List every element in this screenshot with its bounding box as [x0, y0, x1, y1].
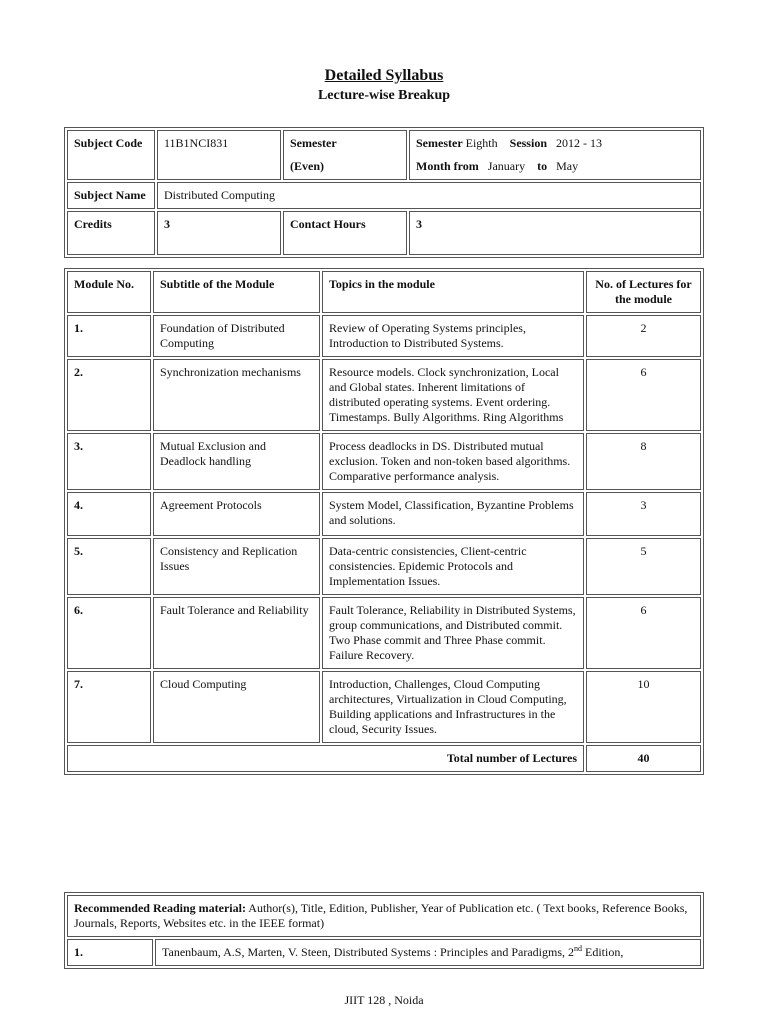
reading-table [64, 892, 704, 969]
table-row [67, 492, 701, 536]
table-row [67, 433, 701, 490]
page-subtitle: Lecture-wise Breakup [317, 88, 451, 103]
total-label: Total number of Lectures [67, 745, 584, 772]
subject-name-label: Subject Name [67, 182, 155, 209]
modules-table [64, 268, 704, 775]
module-topics: System Model, Classification, Byzantine Problems and solutions. [322, 492, 584, 536]
reading-item-tail: Edition, [582, 945, 624, 959]
subject-name-value: Distributed Computing [157, 182, 701, 209]
semester-value: Eighth [465, 136, 498, 150]
semester-cell [283, 130, 407, 180]
month-to-value: May [556, 159, 579, 173]
reading-item-no: 1. [67, 939, 153, 966]
session-value: 2012 - 13 [556, 136, 602, 150]
module-topics: Resource models. Clock synchronization, Local and Global states. Inherent limitations of distributed operating systems. Event ordering. Timestamps. Bully Algorithms. Ring Algorithms [322, 359, 584, 431]
reading-heading: Recommended Reading material: [74, 901, 246, 915]
module-lectures: 6 [586, 597, 701, 669]
module-topics: Introduction, Challenges, Cloud Computing architectures, Virtualization in Cloud Computing, Building applications and Infrastructures in the cloud, Security Issues. [322, 671, 584, 743]
module-lectures: 5 [586, 538, 701, 595]
month-from-label: Month from [416, 159, 479, 173]
to-label: to [537, 159, 548, 173]
module-lectures: 6 [586, 359, 701, 431]
module-topics: Fault Tolerance, Reliability in Distributed Systems, group communications, and Distributed commit. Two Phase commit and Three Phase commit. Failure Recovery. [322, 597, 584, 669]
module-subtitle: Fault Tolerance and Reliability [153, 597, 320, 669]
module-subtitle: Synchronization mechanisms [153, 359, 320, 431]
module-subtitle: Consistency and Replication Issues [153, 538, 320, 595]
semester-type: (Even) [290, 159, 324, 173]
table-row [67, 359, 701, 431]
subject-code-label: Subject Code [67, 130, 155, 180]
module-lectures: 3 [586, 492, 701, 536]
header-subtitle: Subtitle of the Module [153, 271, 320, 313]
module-no: 7. [67, 671, 151, 743]
module-no: 4. [67, 492, 151, 536]
total-value: 40 [586, 745, 701, 772]
month-from-value: January [487, 159, 526, 173]
table-row [67, 671, 701, 743]
semester-session-cell [409, 130, 701, 180]
table-row [67, 315, 701, 357]
subject-code-value: 11B1NCI831 [157, 130, 281, 180]
credits-label: Credits [67, 211, 155, 255]
semester-label-2: Semester [416, 136, 463, 150]
module-topics: Data-centric consistencies, Client-centric consistencies. Epidemic Protocols and Implementation Issues. [322, 538, 584, 595]
table-row [67, 597, 701, 669]
module-topics: Review of Operating Systems principles, Introduction to Distributed Systems. [322, 315, 584, 357]
total-row [67, 745, 701, 772]
module-no: 1. [67, 315, 151, 357]
header-topics: Topics in the module [322, 271, 584, 313]
module-topics: Process deadlocks in DS. Distributed mutual exclusion. Token and non-token based algorithms. Comparative performance analysis. [322, 433, 584, 490]
contact-hours-label: Contact Hours [283, 211, 407, 255]
module-subtitle: Foundation of Distributed Computing [153, 315, 320, 357]
subject-info-table [64, 127, 704, 258]
reading-heading-rest: Author(s), Title, Edition, Publisher, Year of Publication etc. ( Text books, Reference Books, Journals, Reports, Websites etc. in the IEEE format) [74, 901, 688, 930]
page-title: Detailed Syllabus [324, 67, 444, 84]
reading-item-sup: nd [574, 944, 583, 953]
table-row [67, 538, 701, 595]
reading-heading-cell [67, 895, 701, 937]
module-no: 6. [67, 597, 151, 669]
page-footer: JIIT 128 , Noida [344, 993, 424, 1007]
credits-value: 3 [157, 211, 281, 255]
reading-item-text: Tanenbaum, A.S, Marten, V. Steen, Distributed Systems : Principles and Paradigms, 2 [162, 945, 575, 959]
module-lectures: 8 [586, 433, 701, 490]
semester-label: Semester [290, 136, 337, 150]
module-no: 2. [67, 359, 151, 431]
module-lectures: 2 [586, 315, 701, 357]
header-module-no: Module No. [67, 271, 151, 313]
header-lectures: No. of Lectures for the module [586, 271, 701, 313]
module-no: 3. [67, 433, 151, 490]
reading-item [155, 939, 701, 966]
module-subtitle: Mutual Exclusion and Deadlock handling [153, 433, 320, 490]
module-subtitle: Agreement Protocols [153, 492, 320, 536]
contact-hours-value: 3 [409, 211, 701, 255]
module-lectures: 10 [586, 671, 701, 743]
module-no: 5. [67, 538, 151, 595]
session-label: Session [509, 136, 547, 150]
module-subtitle: Cloud Computing [153, 671, 320, 743]
